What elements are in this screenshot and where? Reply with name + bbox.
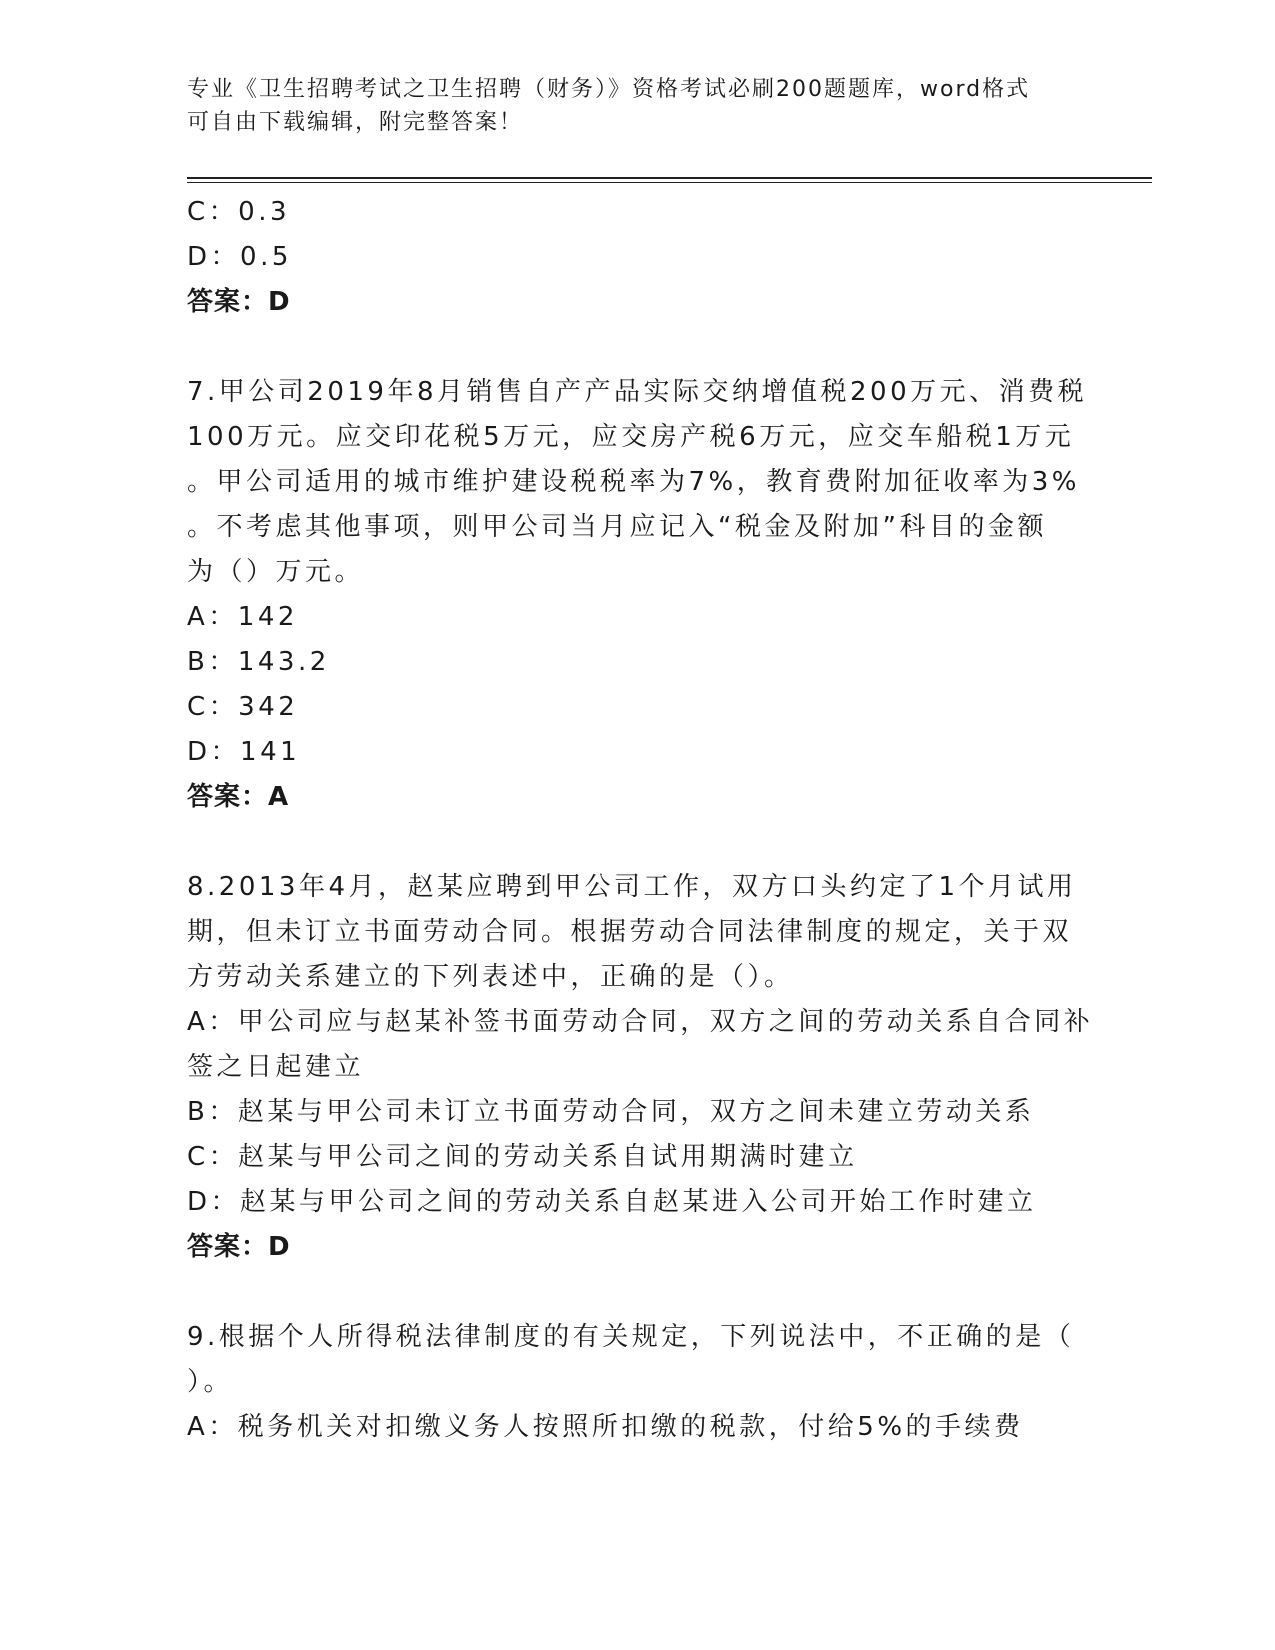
q6-option-c: C：0.3	[187, 197, 291, 227]
spacer	[187, 820, 1087, 865]
spacer	[187, 325, 1087, 370]
q8-answer: 答案：D	[187, 1232, 291, 1262]
q7-stem-line: 7.甲公司2019年8月销售自产产品实际交纳增值税200万元、消费税	[187, 377, 1088, 407]
header-divider-thin	[187, 182, 1152, 183]
header-divider-thick	[187, 177, 1152, 179]
q7-option-c: C：342	[187, 692, 299, 722]
q8-stem-line: 期，但未订立书面劳动合同。根据劳动合同法律制度的规定，关于双	[187, 917, 1073, 947]
q7-answer: 答案：A	[187, 782, 290, 812]
q8-option-a-cont: 签之日起建立	[187, 1052, 365, 1082]
header-line-2: 可自由下载编辑，附完整答案！	[187, 110, 524, 135]
q9-option-a: A：税务机关对扣缴义务人按照所扣缴的税款，付给5%的手续费	[187, 1412, 1024, 1442]
q8-stem-line: 8.2013年4月，赵某应聘到甲公司工作，双方口头约定了1个月试用	[187, 872, 1077, 902]
header-line-1: 专业《卫生招聘考试之卫生招聘（财务）》资格考试必刷200题题库，word格式	[187, 77, 1031, 102]
q7-stem-line: 。甲公司适用的城市维护建设税税率为7%，教育费附加征收率为3%	[187, 467, 1080, 497]
q8-option-d: D：赵某与甲公司之间的劳动关系自赵某进入公司开始工作时建立	[187, 1187, 1037, 1217]
q6-option-d: D：0.5	[187, 242, 292, 272]
q8-option-b: B：赵某与甲公司未订立书面劳动合同，双方之间未建立劳动关系	[187, 1097, 1035, 1127]
question-content	[187, 190, 1094, 1450]
q7-option-b: B：143.2	[187, 647, 330, 677]
q9-stem-line: 9.根据个人所得税法律制度的有关规定，下列说法中，不正确的是（	[187, 1322, 1075, 1352]
q7-stem-line: 100万元。应交印花税5万元，应交房产税6万元，应交车船税1万元	[187, 422, 1075, 452]
spacer	[187, 1270, 1087, 1315]
q8-stem-line: 方劳动关系建立的下列表述中，正确的是（）。	[187, 962, 794, 992]
q7-stem-line: 为（）万元。	[187, 557, 365, 587]
document-header	[187, 73, 1087, 139]
q9-stem-line: ）。	[187, 1367, 234, 1397]
q8-option-a: A：甲公司应与赵某补签书面劳动合同，双方之间的劳动关系自合同补	[187, 1007, 1094, 1037]
q7-option-a: A：142	[187, 602, 298, 632]
q7-stem-line: 。不考虑其他事项，则甲公司当月应记入“税金及附加”科目的金额	[187, 512, 1047, 542]
q8-option-c: C：赵某与甲公司之间的劳动关系自试用期满时建立	[187, 1142, 858, 1172]
q6-answer: 答案：D	[187, 287, 291, 317]
q7-option-d: D：141	[187, 737, 301, 767]
